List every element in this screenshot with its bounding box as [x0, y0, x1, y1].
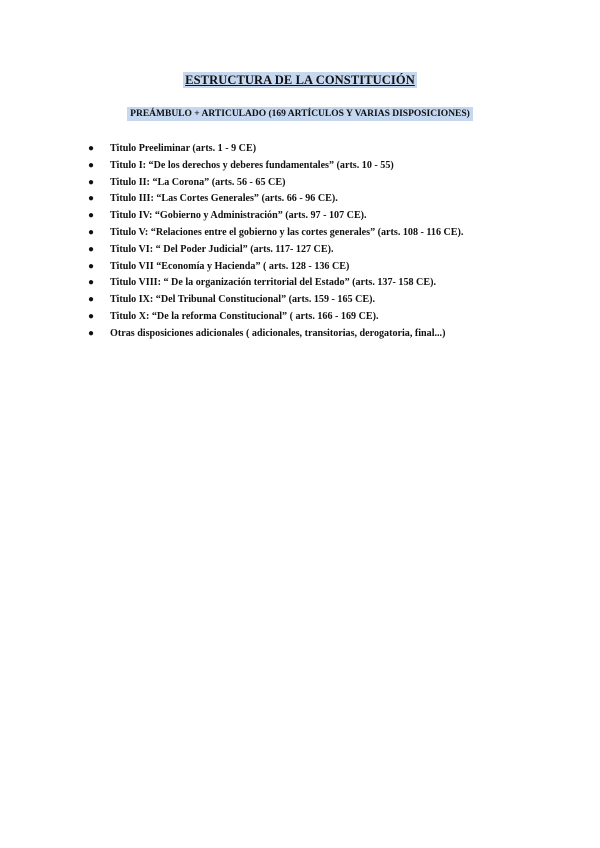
list-item-text: Titulo II: “La Corona” (arts. 56 - 65 CE) [110, 176, 286, 188]
list-item-text: Titulo I: “De los derechos y deberes fundamentales” (arts. 10 - 55) [110, 159, 394, 171]
document-title-text: ESTRUCTURA DE LA CONSTITUCIÓN [185, 73, 415, 87]
list-item-text: Titulo VIII: “ De la organización territorial del Estado” (arts. 137- 158 CE). [110, 277, 436, 289]
list-item-text: Titulo IX: “Del Tribunal Constitucional” (arts. 159 - 165 CE). [110, 294, 375, 306]
list-item [88, 158, 588, 175]
list-item [88, 326, 588, 343]
bullet-icon: ● [88, 277, 95, 289]
document-subtitle-text: PREÁMBULO + ARTICULADO (169 ARTÍCULOS Y VARIAS DISPOSICIONES) [127, 107, 473, 121]
list-item-text: Titulo IV: “Gobierno y Administración” (arts. 97 - 107 CE). [110, 210, 367, 222]
titles-list [88, 141, 588, 343]
list-item-text: Titulo III: “Las Cortes Generales” (arts. 66 - 96 CE). [110, 193, 338, 205]
document-subtitle [0, 109, 600, 119]
list-item [88, 292, 588, 309]
bullet-icon: ● [88, 210, 95, 222]
list-item-text: Titulo VI: “ Del Poder Judicial” (arts. 117- 127 CE). [110, 243, 334, 255]
bullet-icon: ● [88, 260, 95, 272]
list-item [88, 191, 588, 208]
bullet-icon: ● [88, 193, 95, 205]
list-item-text: Titulo Preeliminar (arts. 1 - 9 CE) [110, 143, 257, 154]
list-item [88, 141, 588, 158]
bullet-icon: ● [88, 310, 95, 322]
document-title [0, 73, 600, 88]
list-item [88, 208, 588, 225]
list-item-text: Titulo VII “Economía y Hacienda” ( arts. 128 - 136 CE) [110, 260, 350, 272]
bullet-icon: ● [88, 243, 95, 255]
list-item-text: Titulo V: “Relaciones entre el gobierno y las cortes generales” (arts. 108 - 116 CE). [110, 226, 464, 238]
list-item [88, 225, 588, 242]
bullet-icon: ● [88, 294, 95, 306]
list-item [88, 175, 588, 192]
bullet-icon: ● [88, 159, 95, 171]
bullet-icon: ● [88, 176, 95, 188]
list-item-text: Otras disposiciones adicionales ( adicionales, transitorias, derogatoria, final...) [110, 327, 446, 339]
bullet-icon: ● [88, 226, 95, 238]
bullet-icon: ● [88, 143, 95, 154]
list-item-text: Titulo X: “De la reforma Constitucional” ( arts. 166 - 169 CE). [110, 310, 379, 322]
list-item [88, 242, 588, 259]
list-item [88, 259, 588, 276]
list-item [88, 275, 588, 292]
list-item [88, 309, 588, 326]
bullet-icon: ● [88, 327, 95, 339]
